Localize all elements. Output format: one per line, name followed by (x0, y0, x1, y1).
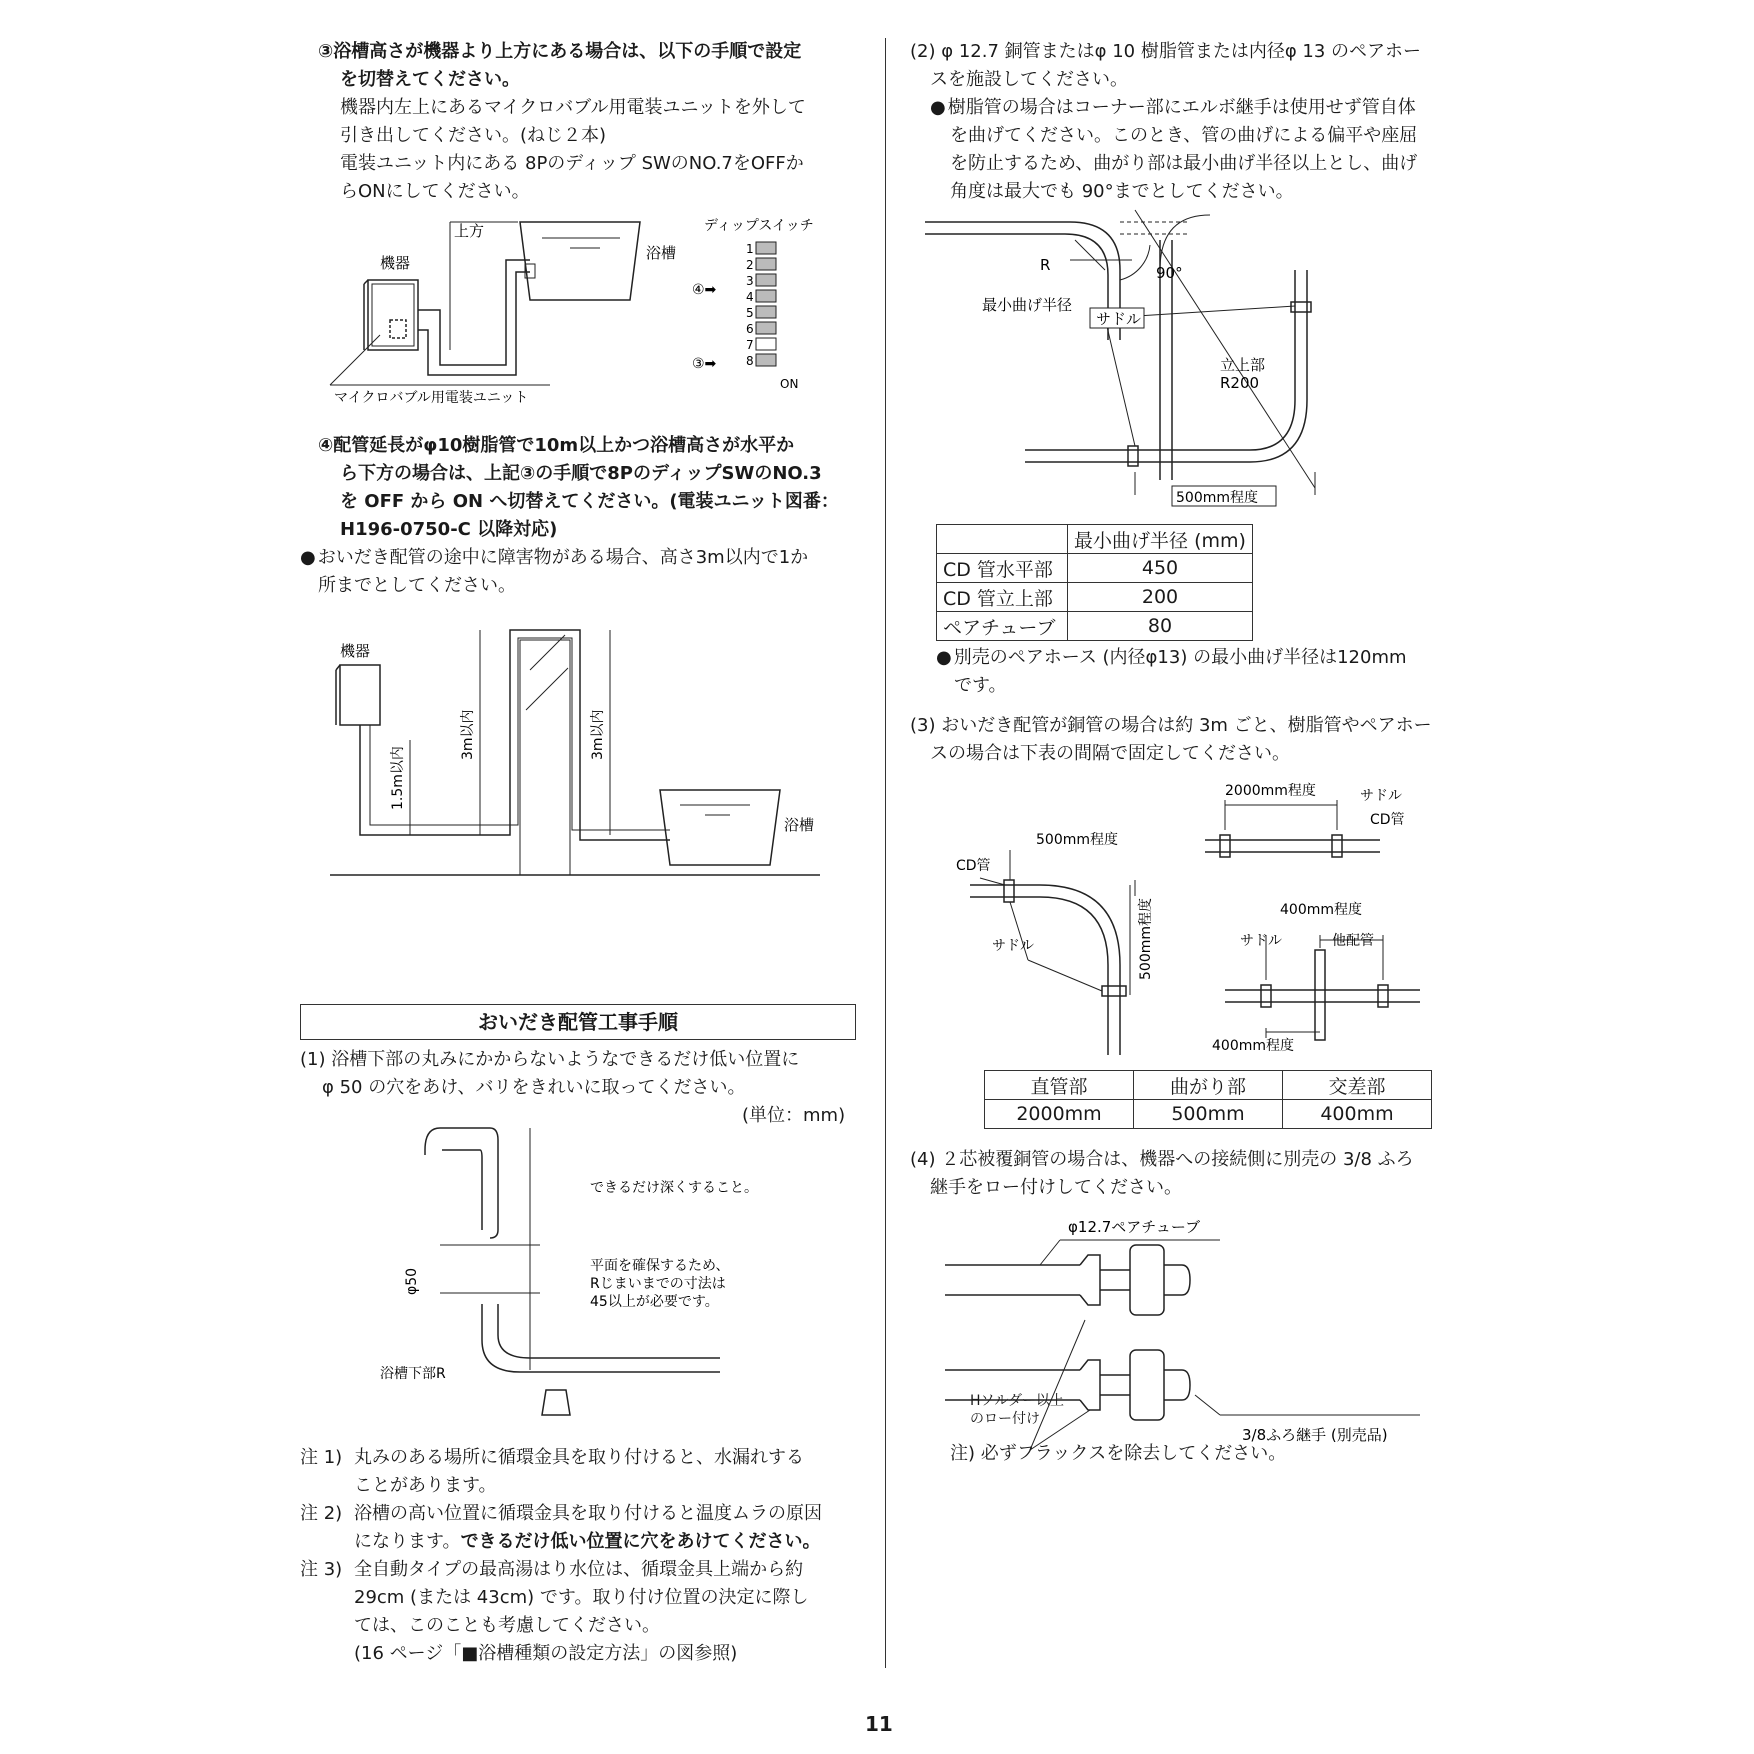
fig5-other-label: 他配管 (1332, 933, 1374, 949)
fig2-kiki-label: 機器 (340, 642, 371, 660)
fig5-len400a-label: 400mm程度 (1280, 902, 1362, 918)
fig4-riser-label: 立上部 (1220, 356, 1266, 374)
note3-line-3: ては、このことも考慮してください。 (354, 1615, 660, 1636)
fig6-joint-label: 3/8ふろ継手 (別売品) (1242, 1426, 1388, 1444)
fig3-phi50-label: φ50 (404, 1267, 420, 1295)
fig4-min-radius-label: 最小曲げ半径 (982, 296, 1073, 314)
dip-switch-number: 8 (746, 354, 754, 368)
fixing-interval-table (984, 1070, 1432, 1129)
table2-value-bend: 500mm (1134, 1100, 1283, 1129)
page-number: 11 (865, 1712, 893, 1736)
dip-switch-toggle (756, 338, 776, 350)
fig3-note-1: 平面を確保するため、 (590, 1258, 730, 1274)
fixing-interval-figure (950, 780, 1430, 1070)
fig1-unit-label: マイクロバブル用電装ユニット (334, 390, 529, 406)
fig4-saddle-label: サドル (1096, 310, 1142, 328)
fig1-joho-label: 上方 (454, 222, 485, 240)
note1-line-1: 丸みのある場所に循環金具を取り付けると、水漏れする (354, 1447, 804, 1468)
dip-switch-number: 7 (746, 338, 754, 352)
fig6-solder-2: のロー付け (970, 1411, 1040, 1427)
fig4-deg-label: 90° (1156, 264, 1183, 282)
step3-title-1: ③浴槽高さが機器より上方にある場合は、以下の手順で設定 (318, 41, 802, 62)
table1-header: 最小曲げ半径 (mm) (1068, 525, 1253, 554)
note-flux: 注) 必ずフラックスを除去してください。 (950, 1443, 1287, 1464)
fig3-deep-label: できるだけ深くすること。 (590, 1180, 758, 1196)
fig6-tube-label: φ12.7ペアチューブ (1068, 1218, 1201, 1236)
note2-line-2 (354, 1528, 821, 1556)
step4-line-4: H196-0750-C 以降対応) (340, 519, 558, 540)
unit-label: (単位：mm) (742, 1105, 846, 1126)
table1-header-row (937, 525, 1253, 554)
bend-radius-figure (920, 210, 1480, 510)
table-row (937, 583, 1253, 612)
fig5-saddle-a-label: サドル (1360, 788, 1402, 804)
dip-switch-toggle (756, 290, 776, 302)
dip-switch-number: 4 (746, 290, 754, 304)
table2-header-straight: 直管部 (985, 1071, 1134, 1100)
fig5-saddle-b-label: サドル (992, 938, 1034, 954)
fig5-cd-b-label: CD管 (956, 858, 991, 874)
table1-corner (937, 525, 1068, 554)
dip-switch-number: 5 (746, 306, 754, 320)
fig5-len500-label: 500mm程度 (1036, 832, 1118, 848)
table2-header-cross: 交差部 (1283, 1071, 1432, 1100)
fig6-solder-1: Hソルダー以上 (970, 1393, 1064, 1409)
proc1-line-2: φ 50 の穴をあけ、バリをきれいに取ってください。 (322, 1077, 746, 1098)
table1-row3-label: ペアチューブ (937, 612, 1068, 641)
bullet-resin-4: 角度は最大でも 90°までとしてください。 (950, 181, 1294, 202)
table1-row2-value: 200 (1068, 583, 1253, 612)
proc1-line-1: (1) 浴槽下部の丸みにかからないようなできるだけ低い位置に (300, 1049, 800, 1070)
fig3-bottom-label: 浴槽下部R (380, 1366, 446, 1382)
fig1-dip-label: ディップスイッチ (704, 218, 814, 234)
fig1-yokuso-label: 浴槽 (646, 244, 677, 262)
table1-row1-label: CD 管水平部 (937, 554, 1068, 583)
fig2-yokuso-label: 浴槽 (784, 816, 815, 834)
bullet-pairhose-1: ● 別売のペアホース (内径φ13) の最小曲げ半径は120mm (936, 644, 1407, 672)
fig5-len2000-label: 2000mm程度 (1225, 783, 1316, 799)
note3-line-1: 全自動タイプの最高湯はり水位は、循環金具上端から約 (354, 1559, 804, 1580)
fig1-mark3: ③➡ (692, 356, 717, 372)
bullet-resin-3: を防止するため、曲がり部は最小曲げ半径以上とし、曲げ (950, 153, 1418, 174)
bullet-obstacle-1: ● おいだき配管の途中に障害物がある場合、高さ3m以内で1か (300, 544, 808, 572)
step3-body-2: 引き出してください。(ねじ２本) (340, 125, 607, 146)
bullet-resin-1: ● 樹脂管の場合はコーナー部にエルボ継手は使用せず管自体 (930, 94, 1416, 122)
fig4-r-label: R (1040, 256, 1051, 274)
proc2-line-2: スを施設してください。 (930, 69, 1128, 90)
table2-value-cross: 400mm (1283, 1100, 1432, 1129)
table1-row1-value: 450 (1068, 554, 1253, 583)
table-row (937, 612, 1253, 641)
fig5-cd-a-label: CD管 (1370, 812, 1405, 828)
note2-bold: できるだけ低い位置に穴をあけてください。 (460, 1531, 821, 1552)
dip-switch-toggle (756, 274, 776, 286)
bullet-pairhose-2: です。 (954, 675, 1007, 696)
obstacle-figure (330, 620, 830, 900)
proc4-line-2: 継手をロー付けしてください。 (930, 1177, 1182, 1198)
dip-switch-number: 1 (746, 242, 754, 256)
fig1-mark4: ④➡ (692, 282, 717, 298)
column-divider (885, 38, 886, 1668)
fig2-h15-label: 1.5m以内 (390, 746, 406, 810)
table2-header-row (985, 1071, 1432, 1100)
dip-switch-toggle (756, 354, 776, 366)
fig2-h3a-label: 3m以内 (460, 709, 476, 760)
step4-line-1: ④配管延長がφ10樹脂管で10m以上かつ浴槽高さが水平か (318, 435, 795, 456)
note2-plain: になります。 (354, 1531, 461, 1552)
fig2-h3b-label: 3m以内 (590, 709, 606, 760)
table2-value-straight: 2000mm (985, 1100, 1134, 1129)
dip-switch-toggle (756, 306, 776, 318)
fig4-r200-label: R200 (1220, 374, 1260, 392)
table1-row2-label: CD 管立上部 (937, 583, 1068, 612)
fig5-len400b-label: 400mm程度 (1212, 1038, 1294, 1054)
fig1-kiki-label: 機器 (380, 254, 411, 272)
dip-switch-figure (320, 210, 840, 410)
dip-switch-number: 2 (746, 258, 754, 272)
bullet-obstacle-2: 所までとしてください。 (318, 575, 516, 596)
min-bend-radius-table (936, 524, 1253, 641)
proc3-line-1: (3) おいだき配管が銅管の場合は約 3m ごと、樹脂管やペアホー (910, 715, 1432, 736)
step3-title-2: を切替えてください。 (340, 69, 520, 90)
fig5-len500v-label: 500mm程度 (1138, 898, 1154, 980)
note3-label: 注 3) (300, 1559, 343, 1580)
step3-body-4: らONにしてください。 (340, 181, 530, 202)
step3-body-1: 機器内左上にあるマイクロバブル用電装ユニットを外して (340, 97, 806, 118)
table1-row3-value: 80 (1068, 612, 1253, 641)
fig4-len-label: 500mm程度 (1176, 490, 1258, 506)
proc2-line-1: (2) φ 12.7 銅管またはφ 10 樹脂管または内径φ 13 のペアホー (910, 41, 1422, 62)
table-row (937, 554, 1253, 583)
hole-position-figure (380, 1120, 800, 1420)
dip-switch-number: 6 (746, 322, 754, 336)
proc4-line-1: (4) ２芯被覆銅管の場合は、機器への接続側に別売の 3/8 ふろ (910, 1149, 1414, 1170)
note1-label: 注 1) (300, 1447, 343, 1468)
dip-switch-toggle (756, 258, 776, 270)
note2-line-1: 浴槽の高い位置に循環金具を取り付けると温度ムラの原因 (354, 1503, 822, 1524)
note1-line-2: ことがあります。 (354, 1475, 497, 1496)
step3-body-3: 電装ユニット内にある 8Pのディップ SWのNO.7をOFFか (340, 153, 804, 174)
step4-line-2: ら下方の場合は、上記③の手順で8PのディップSWのNO.3 (340, 463, 822, 484)
fig1-on-label: ON (780, 377, 799, 391)
note3-line-4: (16 ページ「■浴槽種類の設定方法」の図参照) (354, 1643, 738, 1664)
fig5-saddle-c-label: サドル (1240, 933, 1282, 949)
table2-header-bend: 曲がり部 (1134, 1071, 1283, 1100)
note2-label: 注 2) (300, 1503, 343, 1524)
section-title: おいだき配管工事手順 (300, 1004, 856, 1040)
fig3-note-2: Rじまいまでの寸法は (590, 1276, 726, 1292)
bullet-resin-2: を曲げてください。このとき、管の曲げによる偏平や座屈 (950, 125, 1418, 146)
table-row (985, 1100, 1432, 1129)
proc3-line-2: スの場合は下表の間隔で固定してください。 (930, 743, 1290, 764)
note3-line-2: 29cm (または 43cm) です。取り付け位置の決定に際し (354, 1587, 809, 1608)
dip-switch-toggle (756, 322, 776, 334)
dip-switch-toggle (756, 242, 776, 254)
step4-line-3: を OFF から ON へ切替えてください。(電装ユニット図番： (340, 491, 839, 512)
dip-switch-number: 3 (746, 274, 754, 288)
fig3-note-3: 45以上が必要です。 (590, 1294, 719, 1310)
